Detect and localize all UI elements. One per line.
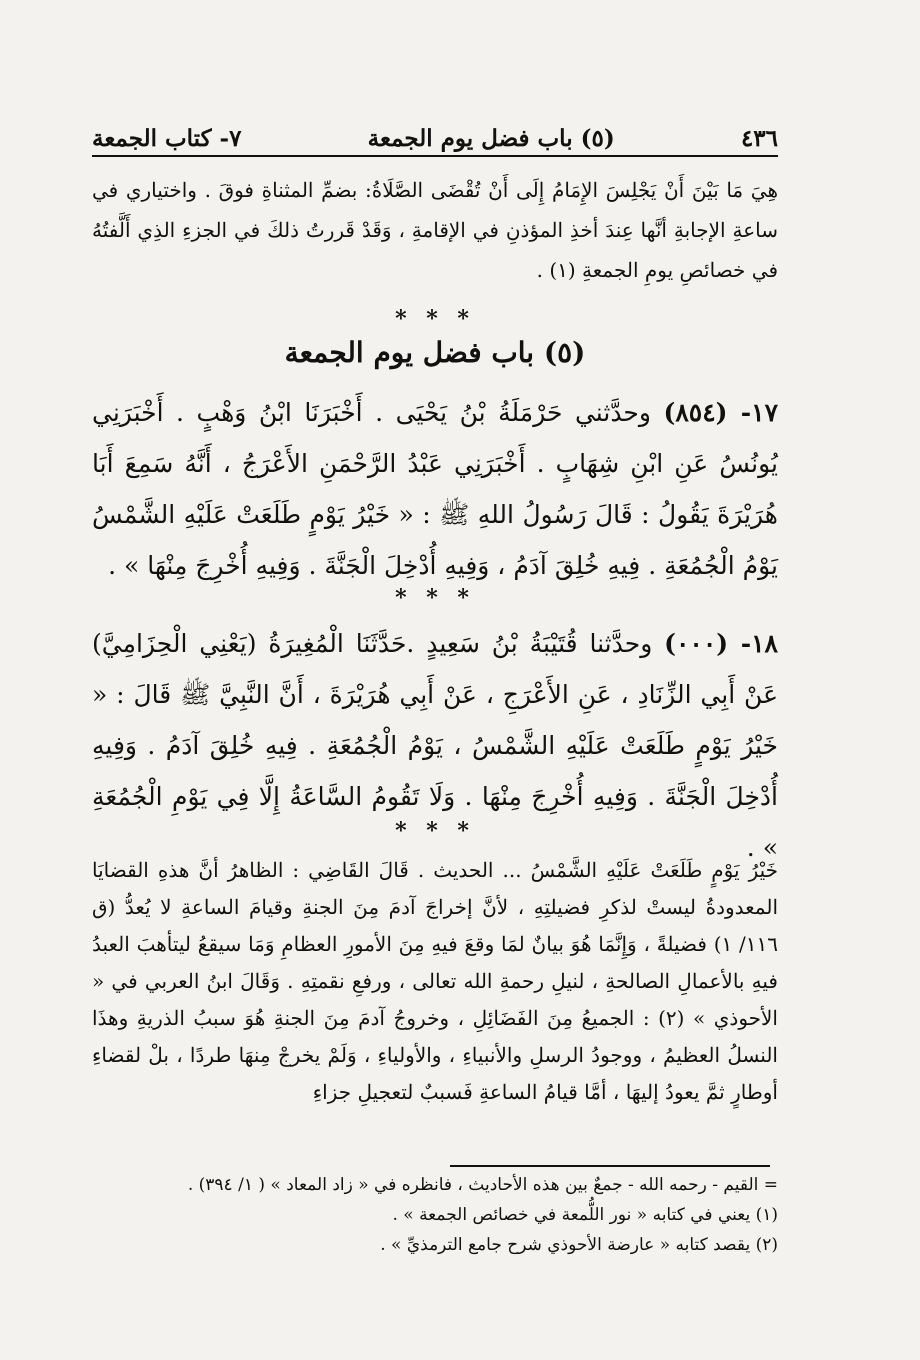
footnote-rule <box>450 1165 770 1167</box>
hadith-number: ١٧- (٨٥٤) <box>663 398 778 427</box>
section-separator: * * * <box>395 306 475 332</box>
section-separator: * * * <box>395 585 475 611</box>
header-rule <box>92 155 778 157</box>
header-chapter-title: (٥) باب فضل يوم الجمعة <box>367 125 615 152</box>
footnote-1: (١) يعني في كتابه « نور اللُّمعة في خصائص الجمعة » . <box>392 1205 778 1225</box>
hadith-text: وحدَّثني حَرْمَلَةُ بْنُ يَحْيَى . أَخْبَرَنَا ابْنُ وَهْبٍ . أَخْبَرَنِي يُونُسُ عَنِ ابْنِ شِهَابٍ . أَخْبَرَنِي عَبْدُ الرَّحْمَنِ الأَعْرَجُ ، أَنَّهُ سَمِعَ أَبَا هُرَيْرَةَ يَقُولُ : قَالَ رَسُولُ اللهِ ﷺ : « خَيْرُ يَوْمٍ طَلَعَتْ عَلَيْهِ الشَّمْسُ يَوْمُ الْجُمُعَةِ . فِيهِ خُلِقَ آدَمُ ، وَفِيهِ أُدْخِلَ الْجَنَّةَ . وَفِيهِ أُخْرِجَ مِنْهَا » . <box>92 398 778 580</box>
commentary-paragraph: خَيْرُ يَوْمٍ طَلَعَتْ عَلَيْهِ الشَّمْسُ ... الحديث . قَالَ القَاضِي : الظاهرُ أنَّ هذهِ القضايَا المعدودةُ ليستْ لذكرِ فضيلتِهِ ، لأنَّ إخراجَ آدمَ مِنَ الجنةِ وقيامَ الساعةِ لا يُعدُّ (ق ١١٦/ ١) فضيلةً ، وَإِنَّمَا هُوَ بيانٌ لمَا وقعَ فيهِ مِنَ الأمورِ العظامِ وَمَا سيقعُ ليتأهبَ العبدُ فيهِ بالأعمالِ الصالحةِ ، لنيلِ رحمةِ الله تعالى ، ورفعِ نقمتِهِ . وَقَالَ ابنُ العربي في « الأحوذي » (٢) : الجميعُ مِنَ الفَضَائِلِ ، وخروجُ آدمَ مِنَ الجنةِ هُوَ سببُ الذريةِ وهذَا النسلُ العظيمُ ، ووجودُ الرسلِ والأنبياءِ ، والأولياءِ ، وَلَمْ يخرجْ مِنهَا طردًا ، بلْ لقضاءِ أوطارٍ ثمَّ يعودُ إليهَا ، أمَّا قيامُ الساعةِ فَسببٌ لتعجيلِ جزاءِ <box>92 858 778 1104</box>
chapter-title: (٥) باب فضل يوم الجمعة <box>284 336 586 369</box>
hadith-17 <box>92 387 778 591</box>
hadith-number: ١٨- (٠٠٠) <box>664 629 778 658</box>
running-header <box>92 118 778 152</box>
intro-paragraph: هِيَ مَا بَيْنَ أَنْ يَجْلِسَ الإِمَامُ إِلَى أَنْ تُقْضَى الصَّلَاةُ: بضمِّ المثناةِ فوقَ . واختياري في ساعةِ الإجابةِ أنَّها عِندَ أخذِ المؤذنِ في الإقامةِ ، وَقَدْ قَررتُ ذلكَ في الجزءِ الذِي أَلَّفتُهُ في خصائصِ يومِ الجمعةِ (١) . <box>92 178 778 282</box>
footnotes <box>92 1170 778 1260</box>
footnote-continued: = القيم - رحمه الله - جمعٌ بين هذه الأحاديث ، فانظره في « زاد المعاد » ( ١/ ٣٩٤) . <box>187 1175 778 1195</box>
header-book-title: ٧- كتاب الجمعة <box>92 125 242 152</box>
footnote-2: (٢) يقصد كتابه « عارضة الأحوذي شرح جامع الترمذيِّ » . <box>380 1235 778 1255</box>
hadith-text: وحدَّثنا قُتَيْبَةُ بْنُ سَعِيدٍ .حَدَّثَنَا الْمُغِيرَةُ (يَعْنِي الْحِزَامِيَّ) عَنْ أَبِي الزِّنَادِ ، عَنِ الأَعْرَجِ ، عَنْ أَبِي هُرَيْرَةَ ، أَنَّ النَّبِيَّ ﷺ قَالَ : « خَيْرُ يَوْمٍ طَلَعَتْ عَلَيْهِ الشَّمْسُ ، يَوْمُ الْجُمُعَةِ . فِيهِ خُلِقَ آدَمُ . وَفِيهِ أُدْخِلَ الْجَنَّةَ . وَفِيهِ أُخْرِجَ مِنْهَا . وَلَا تَقُومُ السَّاعَةُ إِلَّا فِي يَوْمِ الْجُمُعَةِ » . <box>92 629 778 862</box>
section-separator: * * * <box>395 818 475 844</box>
page-number: ٤٣٦ <box>740 125 778 152</box>
